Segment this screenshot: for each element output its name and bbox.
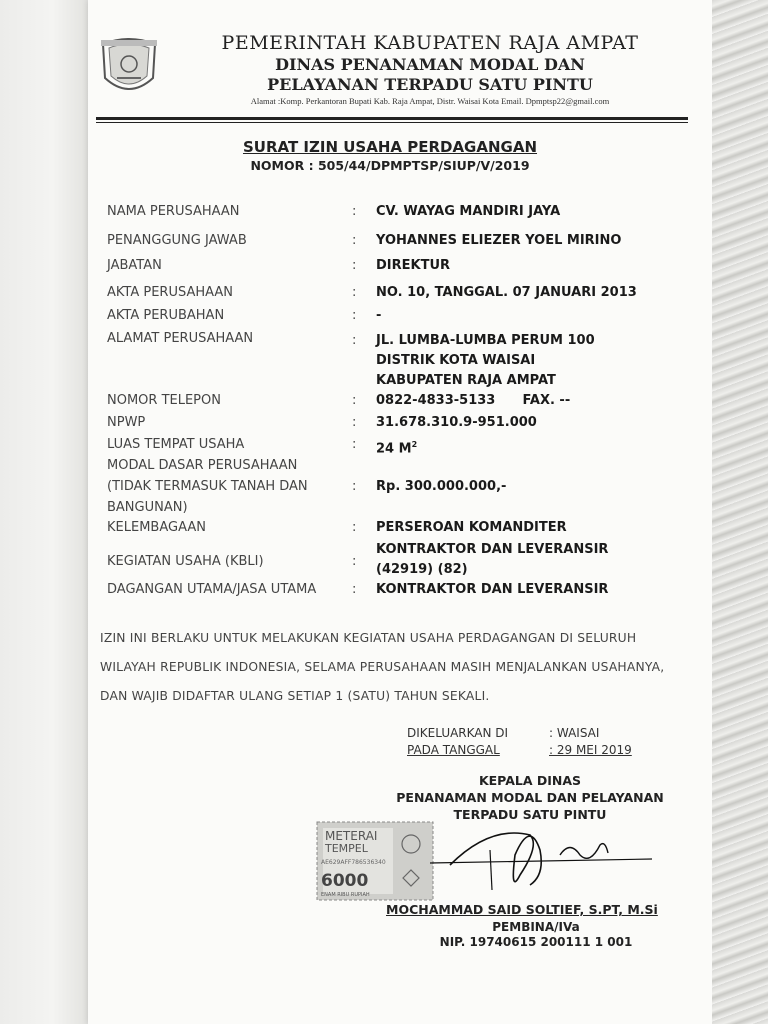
field-colon: : [352, 582, 357, 597]
field-value-line: JL. LUMBA-LUMBA PERUM 100 [376, 333, 595, 348]
field-colon: : [352, 233, 357, 248]
field-value: DIREKTUR [376, 258, 451, 273]
field-label: ALAMAT PERUSAHAAN [107, 331, 254, 346]
field-value: - [376, 308, 382, 323]
paragraph-line: WILAYAH REPUBLIK INDONESIA, SELAMA PERUSAHAAN MASIH MENJALANKAN USAHANYA, [100, 660, 665, 674]
validity-paragraph [100, 624, 690, 711]
paragraph-line: IZIN INI BERLAKU UNTUK MELAKUKAN KEGIATAN USAHA PERDAGANGAN DI SELURUH [100, 631, 637, 645]
signatory-title-line: KEPALA DINAS [478, 773, 582, 788]
field-label-line: MODAL DASAR PERUSAHAAN [107, 458, 298, 473]
stamp-word-top: METERAI [325, 829, 378, 843]
field-colon: : [352, 285, 357, 300]
field-label: KEGIATAN USAHA (KBLI) [107, 554, 264, 569]
field-colon: : [352, 393, 357, 408]
field-colon: : [352, 204, 357, 219]
field-value [376, 435, 417, 459]
document-number: NOMOR : 505/44/DPMPTSP/SIUP/V/2019 [250, 158, 530, 173]
field-value-line: (42919) (82) [376, 562, 468, 577]
field-value-line: KABUPATEN RAJA AMPAT [376, 373, 556, 388]
field-label: DAGANGAN UTAMA/JASA UTAMA [107, 582, 317, 597]
field-colon: : [352, 333, 357, 348]
field-value: KONTRAKTOR DAN LEVERANSIR [376, 582, 609, 597]
document-title: SURAT IZIN USAHA PERDAGANGAN [242, 138, 538, 156]
field-label: LUAS TEMPAT USAHA [107, 437, 245, 452]
signatory-title-line: PENANAMAN MODAL DAN PELAYANAN [396, 790, 664, 805]
field-colon: : [352, 554, 357, 569]
letterhead-rule-thick [96, 117, 688, 120]
area-value: 24 M [376, 441, 412, 457]
signatory-title-line: TERPADU SATU PINTU [453, 807, 607, 822]
field-label: AKTA PERUBAHAN [107, 308, 225, 323]
field-colon: : [352, 258, 357, 273]
field-colon: : [352, 479, 357, 494]
letterhead-agency-line1: DINAS PENANAMAN MODAL DAN [275, 55, 585, 74]
paragraph-line: DAN WAJIB DIDAFTAR ULANG SETIAP 1 (SATU) TAHUN SEKALI. [100, 689, 490, 703]
field-colon: : [352, 520, 357, 535]
scan-left-margin [0, 0, 88, 1024]
field-value: CV. WAYAG MANDIRI JAYA [376, 204, 561, 219]
field-label: AKTA PERUSAHAAN [107, 285, 234, 300]
issued-date-label: PADA TANGGAL [407, 743, 500, 757]
scan-right-edge [712, 0, 768, 1024]
field-value: Rp. 300.000.000,- [376, 479, 507, 494]
stamp-amount: 6000 [321, 871, 369, 891]
field-value: 31.678.310.9-951.000 [376, 415, 537, 430]
field-label: NPWP [107, 415, 146, 430]
field-colon: : [352, 308, 357, 323]
field-label-line: BANGUNAN) [107, 500, 188, 515]
issued-place-label: DIKELUARKAN DI [407, 726, 509, 740]
stamp-amount-words: ENAM RIBU RUPIAH [321, 892, 370, 898]
stamp-serial: AE629AFF786536340 [321, 859, 386, 866]
stamp-word-mid: TEMPEL [325, 842, 368, 855]
field-label: JABATAN [107, 258, 162, 273]
handwritten-signature [390, 815, 660, 905]
regency-crest-icon [95, 34, 163, 102]
field-colon: : [352, 437, 357, 452]
field-label: KELEMBAGAAN [107, 520, 206, 535]
signatory-name: MOCHAMMAD SAID SOLTIEF, S.PT, M.Si [386, 902, 658, 917]
signatory-rank: PEMBINA/IVa [492, 920, 580, 934]
field-value: NO. 10, TANGGAL. 07 JANUARI 2013 [376, 285, 637, 300]
field-value: 0822-4833-5133 FAX. -- [376, 393, 571, 408]
letterhead-agency-line2: PELAYANAN TERPADU SATU PINTU [267, 75, 593, 94]
area-unit-exponent: 2 [411, 440, 418, 449]
issued-date-value: : 29 MEI 2019 [549, 743, 632, 757]
field-value: PERSEROAN KOMANDITER [376, 520, 567, 535]
field-label: NOMOR TELEPON [107, 393, 221, 408]
field-label: NAMA PERUSAHAAN [107, 204, 240, 219]
letterhead [170, 32, 690, 106]
letterhead-government: PEMERINTAH KABUPATEN RAJA AMPAT [221, 32, 639, 54]
field-colon: : [352, 415, 357, 430]
signatory-nip: NIP. 19740615 200111 1 001 [439, 935, 633, 949]
letterhead-address: Alamat :Komp. Perkantoran Bupati Kab. Raja Ampat, Distr. Waisai Kota Email. Dpmptsp22@gmail.com [250, 96, 610, 106]
field-value-line: KONTRAKTOR DAN LEVERANSIR [376, 542, 609, 557]
field-label: PENANGGUNG JAWAB [107, 233, 247, 248]
issued-place-value: : WAISAI [549, 726, 600, 740]
field-value: YOHANNES ELIEZER YOEL MIRINO [376, 233, 622, 248]
field-label-line: (TIDAK TERMASUK TANAH DAN [107, 479, 308, 494]
field-value-line: DISTRIK KOTA WAISAI [376, 353, 536, 368]
letterhead-rule-thin [96, 122, 688, 123]
